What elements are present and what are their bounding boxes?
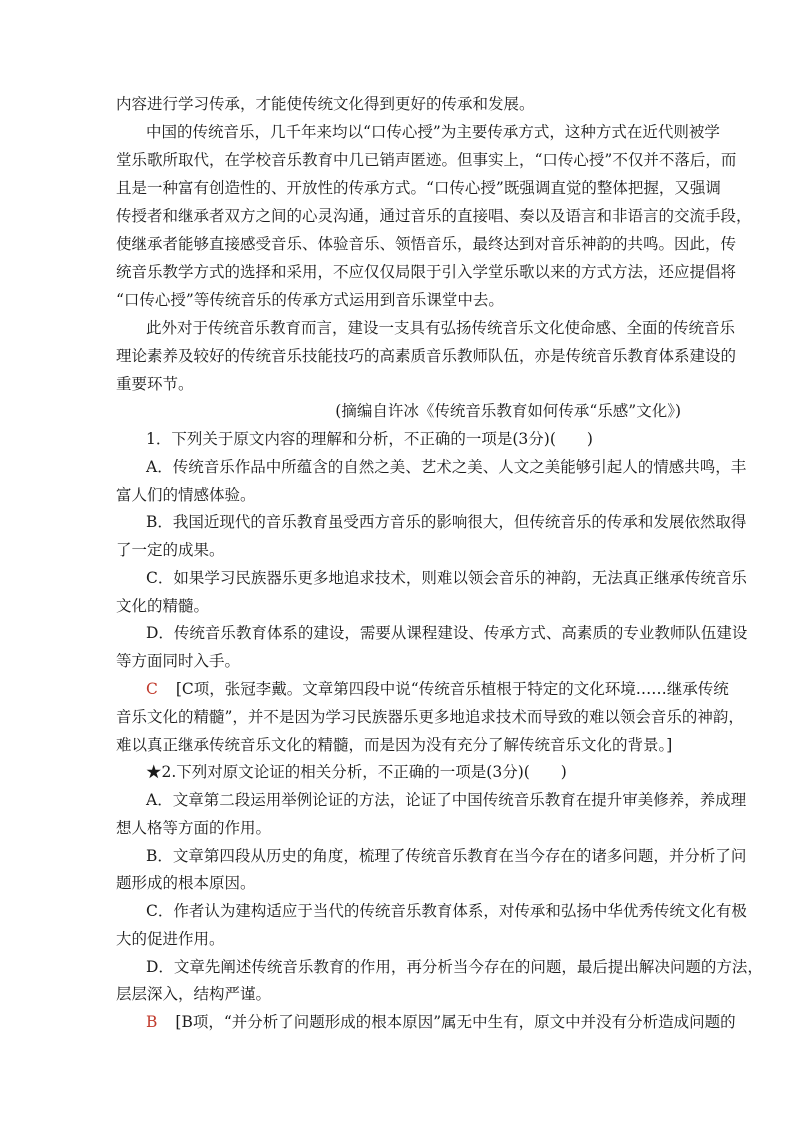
text-line: “口传心授”等传统音乐的传承方式运用到音乐课堂中去。: [116, 291, 504, 309]
option-d: D．文章先阐述传统音乐教育的作用，再分析当今存在的问题，最后提出解决问题的方法，: [146, 958, 763, 976]
text-line: 难以真正继承传统音乐文化的精髓，而是因为没有充分了解传统音乐文化的背景。]: [116, 736, 673, 754]
text-line: 理论素养及较好的传统音乐技能技巧的高素质音乐教师队伍，亦是传统音乐教育体系建设的: [116, 347, 737, 365]
text-line: 重要环节。: [116, 375, 194, 393]
text-line: 中国的传统音乐，几千年来均以“口传心授”为主要传承方式，这种方式在近代则被学: [146, 123, 720, 141]
option-d-cont: 等方面同时入手。: [116, 652, 241, 670]
answer-1-explanation: C [C项，张冠李戴。文章第四段中说“传统音乐植根于特定的文化环境……继承传统: [146, 680, 729, 698]
option-d: D．传统音乐教育体系的建设，需要从课程建设、传承方式、高素质的专业教师队伍建设: [146, 624, 748, 642]
answer-1-letter: C: [146, 680, 158, 698]
option-b: B．文章第四段从历史的角度，梳理了传统音乐教育在当今存在的诸多问题，并分析了问: [146, 847, 747, 865]
option-b-cont: 题形成的根本原因。: [116, 874, 256, 892]
option-a-cont: 想人格等方面的作用。: [116, 819, 272, 837]
text-line: 统音乐教学方式的选择和采用，不应仅仅局限于引入学堂乐歌以来的方式方法，还应提倡将: [116, 263, 737, 281]
text-line: 此外对于传统音乐教育而言，建设一支具有弘扬传统音乐文化使命感、全面的传统音乐: [146, 319, 736, 337]
option-c: C．如果学习民族器乐更多地追求技术，则难以领会音乐的神韵，无法真正继承传统音乐: [146, 569, 747, 587]
text-line: 音乐文化的精髓”，并不是因为学习民族器乐更多地追求技术而导致的难以领会音乐的神韵，: [116, 708, 744, 726]
option-a-cont: 富人们的情感体验。: [116, 486, 256, 504]
option-c: C．作者认为建构适应于当代的传统音乐教育体系，对传承和弘扬中华优秀传统文化有极: [146, 902, 747, 920]
option-a: A．传统音乐作品中所蕴含的自然之美、艺术之美、人文之美能够引起人的情感共鸣，丰: [146, 458, 747, 476]
option-a: A．文章第二段运用举例论证的方法，论证了中国传统音乐教育在提升审美修养，养成理: [146, 791, 747, 809]
text-line: 内容进行学习传承，才能使传统文化得到更好的传承和发展。: [116, 95, 535, 113]
option-b: B．我国近现代的音乐教育虽受西方音乐的影响很大，但传统音乐的传承和发展依然取得: [146, 513, 747, 531]
answer-2-explanation: B [B项，“并分析了问题形成的根本原因”属无中生有，原文中并没有分析造成问题的: [146, 1013, 736, 1031]
option-b-cont: 了一定的成果。: [116, 541, 225, 559]
text-line: 堂乐歌所取代，在学校音乐教育中几已销声匿迹。但事实上，“口传心授”不仅并不落后，而: [116, 151, 737, 169]
answer-2-letter: B: [146, 1013, 158, 1031]
option-c-cont: 文化的精髓。: [116, 597, 210, 615]
text-line: 且是一种富有创造性的、开放性的传承方式。“口传心授”既强调直觉的整体把握，又强调: [116, 179, 721, 197]
question-2-stem: ★2.下列对原文论证的相关分析，不正确的一项是(3分)( ): [146, 763, 567, 781]
option-d-cont: 层层深入，结构严谨。: [116, 985, 272, 1003]
source-citation: (摘编自许冰《传统音乐教育如何传承“乐感”文化》): [335, 402, 681, 420]
text-line: 传授者和继承者双方之间的心灵沟通，通过音乐的直接唱、奏以及语言和非语言的交流手段，: [116, 207, 752, 225]
option-c-cont: 大的促进作用。: [116, 930, 225, 948]
question-1-stem: 1．下列关于原文内容的理解和分析，不正确的一项是(3分)( ): [146, 430, 593, 448]
text-line: 使继承者能够直接感受音乐、体验音乐、领悟音乐，最终达到对音乐神韵的共鸣。因此，传: [116, 235, 737, 253]
